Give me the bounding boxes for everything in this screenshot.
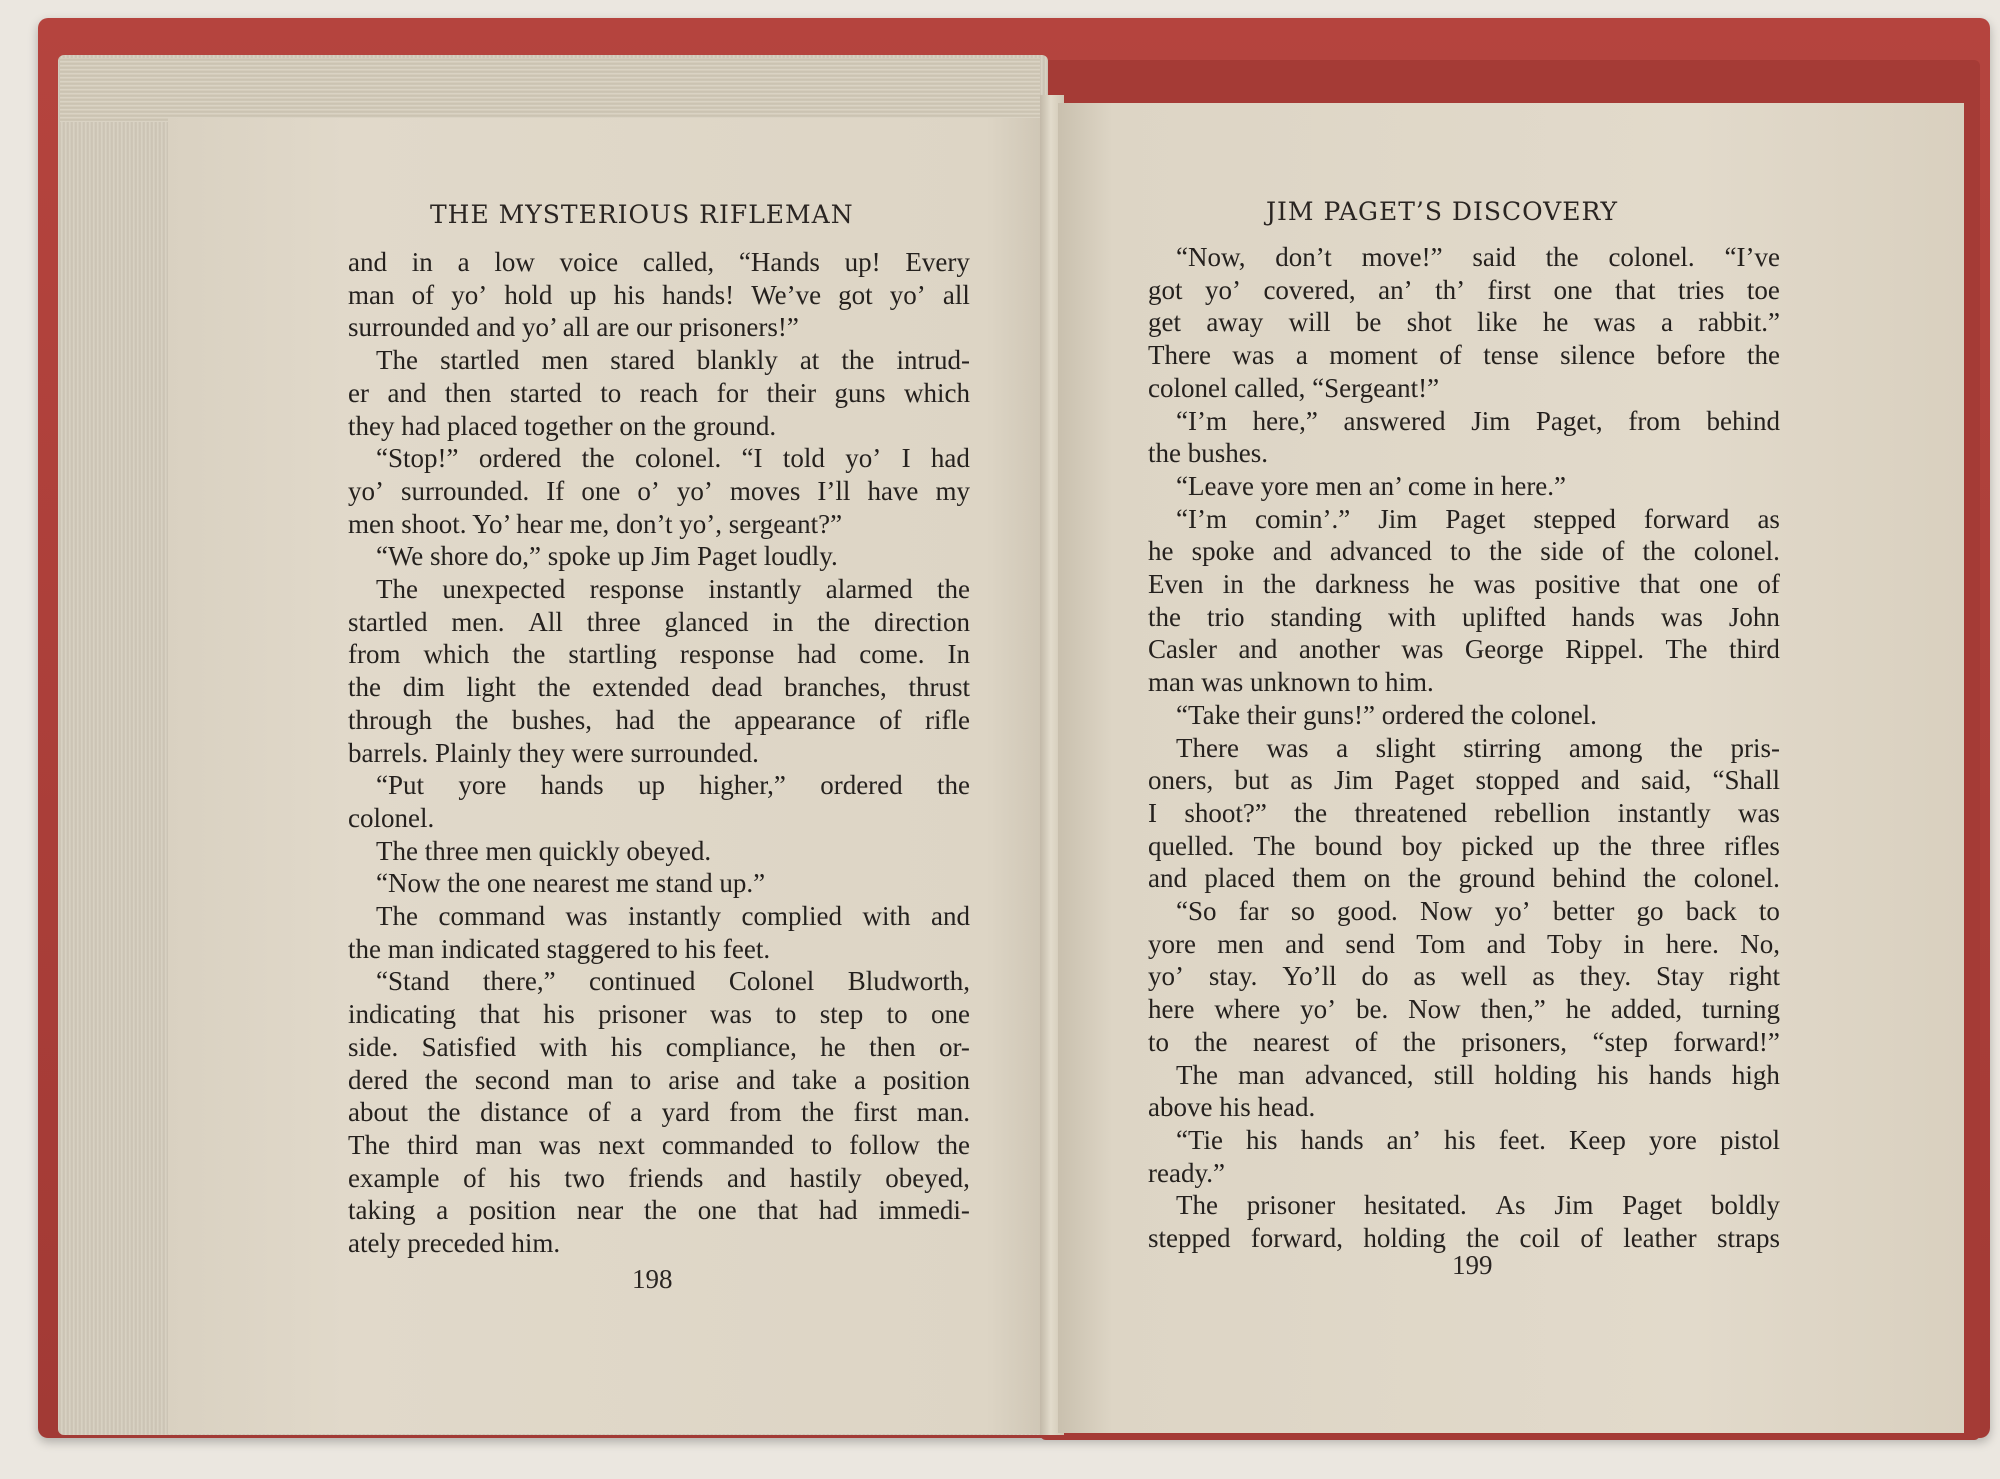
text-line: side. Satisfied with his compliance, he then or- (348, 1031, 970, 1062)
text-line: “Take their guns!” ordered the colonel. (1176, 699, 1597, 730)
text-line: The man advanced, still holding his hands high (1176, 1059, 1780, 1090)
text-line: yo’ stay. Yo’ll do as well as they. Stay right (1148, 961, 1780, 992)
left-page-number: 198 (632, 1264, 673, 1294)
text-line: the trio standing with uplifted hands was John (1148, 601, 1780, 632)
text-line: startled men. All three glanced in the direction (348, 606, 970, 637)
text-line: indicating that his prisoner was to step to one (348, 999, 970, 1030)
text-line: “We shore do,” spoke up Jim Paget loudly. (376, 541, 838, 572)
text-line: “Stop!” ordered the colonel. “I told yo’ I had (376, 443, 970, 474)
text-line: to the nearest of the prisoners, “step forward!” (1148, 1026, 1780, 1057)
text-line: “I’m comin’.” Jim Paget stepped forward as (1176, 503, 1780, 534)
text-line: “Leave yore men an’ come in here.” (1176, 470, 1567, 501)
text-line: men shoot. Yo’ hear me, don’t yo’, sergeant?” (348, 508, 843, 539)
text-line: There was a slight stirring among the pris- (1176, 732, 1780, 763)
text-line: colonel. (348, 802, 435, 833)
text-line: er and then started to reach for their guns which (348, 377, 970, 408)
left-page (168, 118, 1058, 1434)
text-line: “Now the one nearest me stand up.” (376, 868, 766, 899)
text-line: “I’m here,” answered Jim Paget, from behind (1176, 405, 1780, 436)
left-running-header: THE MYSTERIOUS RIFLEMAN (430, 200, 854, 229)
text-line: “Now, don’t move!” said the colonel. “I’ve (1176, 242, 1780, 272)
text-line: above his head. (1148, 1092, 1316, 1123)
text-line: man of yo’ hold up his hands! We’ve got yo’ all (348, 279, 970, 310)
text-line: The three men quickly obeyed. (376, 835, 712, 866)
text-line: get away will be shot like he was a rabbit.” (1148, 307, 1780, 338)
text-line: through the bushes, had the appearance of rifle (348, 704, 970, 735)
text-line: oners, but as Jim Paget stopped and said, “Shall (1148, 765, 1780, 796)
text-line: stepped forward, holding the coil of leather straps (1148, 1223, 1780, 1254)
text-line: example of his two friends and hastily obeyed, (348, 1162, 970, 1193)
right-running-header: JIM PAGET’S DISCOVERY (1266, 197, 1619, 226)
text-line: The unexpected response instantly alarmed the (376, 574, 970, 605)
text-line: “Put yore hands up higher,” ordered the (376, 770, 970, 801)
text-line: the man indicated staggered to his feet. (348, 933, 771, 964)
text-line: the dim light the extended dead branches, thrust (348, 672, 970, 703)
text-line: here where yo’ be. Now then,” he added, turning (1148, 994, 1780, 1025)
text-line: they had placed together on the ground. (348, 410, 777, 441)
text-line: I shoot?” the threatened rebellion instantly was (1148, 797, 1780, 828)
text-line: dered the second man to arise and take a position (348, 1064, 970, 1095)
text-line: “Tie his hands an’ his feet. Keep yore pistol (1176, 1124, 1780, 1155)
text-line: yo’ surrounded. If one o’ yo’ moves I’ll have my (348, 475, 970, 506)
text-line: ately preceded him. (348, 1228, 561, 1259)
text-line: surrounded and yo’ all are our prisoners!” (348, 312, 799, 343)
text-line: taking a position near the one that had immedi- (348, 1195, 970, 1226)
text-line: the bushes. (1148, 438, 1268, 469)
text-line: he spoke and advanced to the side of the colonel. (1148, 536, 1780, 567)
page-edges-top (60, 58, 1040, 122)
text-line: Casler and another was George Rippel. The third (1148, 634, 1780, 665)
right-page-number: 199 (1452, 1250, 1493, 1280)
text-line: ready.” (1148, 1157, 1225, 1188)
right-page-text (1148, 241, 1780, 1255)
text-line: yore men and send Tom and Toby in here. No, (1148, 928, 1780, 959)
left-page-text (348, 246, 970, 1260)
text-line: and in a low voice called, “Hands up! Every (348, 247, 970, 277)
text-line: The startled men stared blankly at the intrud- (376, 345, 970, 376)
text-line: and placed them on the ground behind the colonel. (1148, 863, 1780, 894)
right-page (1058, 103, 1964, 1433)
text-line: got yo’ covered, an’ th’ first one that tries toe (1148, 274, 1780, 305)
text-line: about the distance of a yard from the first man. (348, 1097, 970, 1128)
text-line: man was unknown to him. (1148, 667, 1434, 698)
text-line: colonel called, “Sergeant!” (1148, 372, 1440, 403)
text-line: There was a moment of tense silence before the (1148, 340, 1780, 371)
text-line: The third man was next commanded to follow the (348, 1129, 970, 1160)
text-line: quelled. The bound boy picked up the three rifles (1148, 830, 1780, 861)
text-line: from which the startling response had come. In (348, 639, 970, 670)
text-line: “Stand there,” continued Colonel Bludworth, (376, 966, 970, 997)
text-line: The command was instantly complied with and (376, 901, 970, 932)
text-line: “So far so good. Now yo’ better go back to (1176, 896, 1780, 927)
text-line: barrels. Plainly they were surrounded. (348, 737, 759, 768)
text-line: The prisoner hesitated. As Jim Paget boldly (1176, 1190, 1780, 1221)
text-line: Even in the darkness he was positive that one of (1148, 569, 1780, 600)
